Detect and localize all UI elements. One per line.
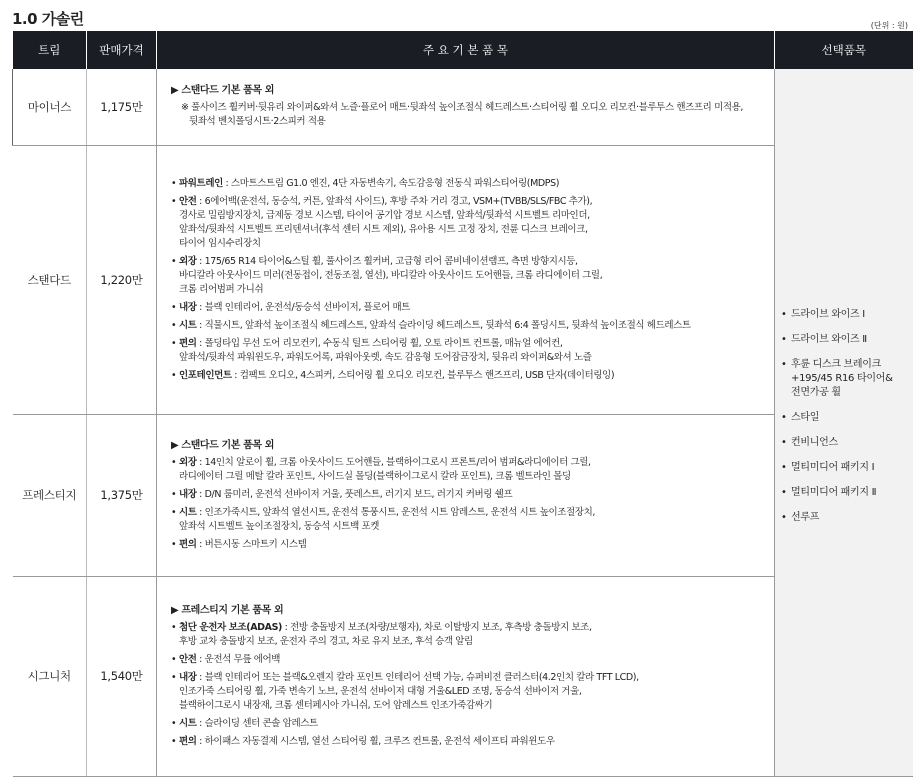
feature-item: • 시트 : 인조가죽시트, 앞좌석 열선시트, 운전석 통풍시트, 운전석 시트 암레스트, 운전석 시트 높이조절장치, 앞좌석 시트벨트 높이조절장치, 동승석 시트백 포켓 bbox=[171, 506, 764, 534]
option-item: • 멀티미디어 패키지 Ⅰ bbox=[781, 461, 913, 475]
feature-item: • 인포테인먼트 : 컴팩트 오디오, 4스피커, 스티어링 휠 오디오 리모컨, 블루투스 핸즈프리, USB 단자(데이터링잉) bbox=[171, 369, 764, 383]
option-item: • 스타일 bbox=[781, 411, 913, 425]
feature-item: • 내장 : D/N 룸미러, 운전석 선바이저 거울, 풋레스트, 러기지 보드, 러기지 커버링 쉘프 bbox=[171, 488, 764, 502]
feature-item: • 파워트레인 : 스마트스트림 G1.0 엔진, 4단 자동변속기, 속도감응형 전동식 파워스티어링(MDPS) bbox=[171, 177, 764, 191]
option-item: • 멀티미디어 패키지 Ⅱ bbox=[781, 486, 913, 500]
feature-item: • 시트 : 직물시트, 앞좌석 높이조절식 헤드레스트, 앞좌석 슬라이딩 헤드레스트, 뒷좌석 6:4 폴딩시트, 뒷좌석 높이조절식 헤드레스트 bbox=[171, 319, 764, 333]
section-header: ▶ 스탠다드 기본 품목 외 bbox=[171, 439, 274, 451]
header-main: 주 요 기 본 품 목 bbox=[157, 31, 775, 69]
note-line: 뒷좌석 벤치폴딩시트·2스피커 적용 bbox=[189, 116, 326, 128]
feature-item: • 시트 : 슬라이딩 센터 콘솔 암레스트 bbox=[171, 717, 764, 731]
header-price: 판매가격 bbox=[87, 31, 157, 69]
trim-cell: 시그니처 bbox=[13, 576, 87, 776]
feature-item: • 편의 : 하이패스 자동결제 시스템, 열선 스티어링 휠, 크루즈 컨트롤, 운전석 세이프티 파워윈도우 bbox=[171, 735, 764, 749]
price-cell: 1,540만 bbox=[87, 576, 157, 776]
feature-item: • 외장 : 14인치 알로이 휠, 크롬 아웃사이드 도어핸들, 블랙하이그로시 프론트/리어 범퍼&라디에이터 그릴, 라디에이터 그릴 메탈 칼라 포인트, 사이드실 몰딩(블랙하이그로시 칼라 포인트), 크롬 벨트라인 몰딩 bbox=[171, 456, 764, 484]
price-cell: 1,375만 bbox=[87, 414, 157, 576]
page-title: 1.0 가솔린 bbox=[12, 10, 84, 28]
main-items-cell bbox=[157, 145, 775, 414]
options-list bbox=[775, 308, 913, 525]
option-line: • 후륜 디스크 브레이크 bbox=[791, 359, 881, 371]
section-header: ▶ 프레스티지 기본 품목 외 bbox=[171, 604, 284, 616]
option-item bbox=[781, 358, 913, 400]
option-line: +195/45 R16 타이어& bbox=[791, 373, 893, 385]
table-header-row bbox=[13, 31, 913, 69]
trim-cell: 마이너스 bbox=[13, 69, 87, 145]
feature-item: • 내장 : 블랙 인테리어, 운전석/동승석 선바이저, 플로어 매트 bbox=[171, 301, 764, 315]
header-trim: 트림 bbox=[13, 31, 87, 69]
option-item: • 드라이브 와이즈 Ⅱ bbox=[781, 333, 913, 347]
feature-item: • 첨단 운전자 보조(ADAS) : 전방 충돌방지 보조(차량/보행자), 차로 이탈방지 보조, 후측방 충돌방지 보조, 후방 교차 충돌방지 보조, 운전자 주의 경고, 차로 유지 보조, 후석 승객 알림 bbox=[171, 621, 764, 649]
option-item: • 컨비니언스 bbox=[781, 436, 913, 450]
unit-label: (단위 : 원) bbox=[870, 21, 908, 30]
trim-cell: 스탠다드 bbox=[13, 145, 87, 414]
main-items-cell bbox=[157, 69, 775, 145]
feature-item: • 편의 : 폴딩타입 무선 도어 리모컨키, 수동식 틸트 스티어링 휠, 오토 라이트 컨트롤, 매뉴얼 에어컨, 앞좌석/뒷좌석 파워윈도우, 파워도어록, 파워아웃렛, 속도 감응형 도어잠금장치, 뒷유리 와이퍼&와셔 노즐 bbox=[171, 337, 764, 365]
section-header: ▶ 스탠다드 기본 품목 외 bbox=[171, 85, 274, 97]
option-item: • 드라이브 와이즈 Ⅰ bbox=[781, 308, 913, 322]
main-items-cell bbox=[157, 414, 775, 576]
price-cell: 1,220만 bbox=[87, 145, 157, 414]
feature-item: • 외장 : 175/65 R14 타이어&스틸 휠, 풀사이즈 휠커버, 고급형 리어 콤비네이션램프, 측면 방향지시등, 바디칼라 아웃사이드 미러(전동접이, 전동조절, 열선), 바디칼라 아웃사이드 도어핸들, 크롬 라디에이터 그릴, 크롬 리어범퍼 가니쉬 bbox=[171, 255, 764, 297]
feature-item: • 편의 : 버튼시동 스마트키 시스템 bbox=[171, 538, 764, 552]
note-line: ※ 풀사이즈 휠커버·뒷유리 와이퍼&와셔 노즐·플로어 매트·뒷좌석 높이조절식 헤드레스트·스티어링 휠 오디오 리모컨·블루투스 핸즈프리 미적용, bbox=[181, 102, 744, 114]
feature-item: • 안전 : 6에어백(운전석, 동승석, 커튼, 앞좌석 사이드), 후방 주차 거리 경고, VSM+(TVBB/SLS/FBC 추가), 경사로 밀림방지장치, 급제동 경보 시스템, 타이어 공기압 경보 시스템, 앞좌석/뒷좌석 시트벨트 리마인더, 앞좌석/뒷좌석 시트벨트 프리텐셔너(후석 센터 시트 제외), 유아용 시트 고정 장치, 전륜 디스크 브레이크, 타이어 임시수리장치 bbox=[171, 195, 764, 251]
feature-item: • 내장 : 블랙 인테리어 또는 블랙&오렌지 칼라 포인트 인테리어 선택 가능, 슈퍼비전 클러스터(4.2인치 칼라 TFT LCD), 인조가죽 스티어링 휠, 가죽 변속기 노브, 운전석 선바이저 대형 거울&LED 조명, 동승석 선바이저 거울, 블랙하이그로시 내장재, 크롬 센터페시아 가니쉬, 도어 암레스트 인조가죽감싸기 bbox=[171, 671, 764, 713]
feature-item: • 안전 : 운전석 무릎 에어백 bbox=[171, 653, 764, 667]
option-line: 전면가공 휠 bbox=[791, 387, 841, 399]
trim-cell: 프레스티지 bbox=[13, 414, 87, 576]
option-item: • 선루프 bbox=[781, 511, 913, 525]
price-table bbox=[12, 31, 913, 777]
price-cell: 1,175만 bbox=[87, 69, 157, 145]
table-row bbox=[13, 69, 913, 145]
options-cell bbox=[775, 69, 913, 776]
main-items-cell bbox=[157, 576, 775, 776]
header-options: 선택품목 bbox=[775, 31, 913, 69]
